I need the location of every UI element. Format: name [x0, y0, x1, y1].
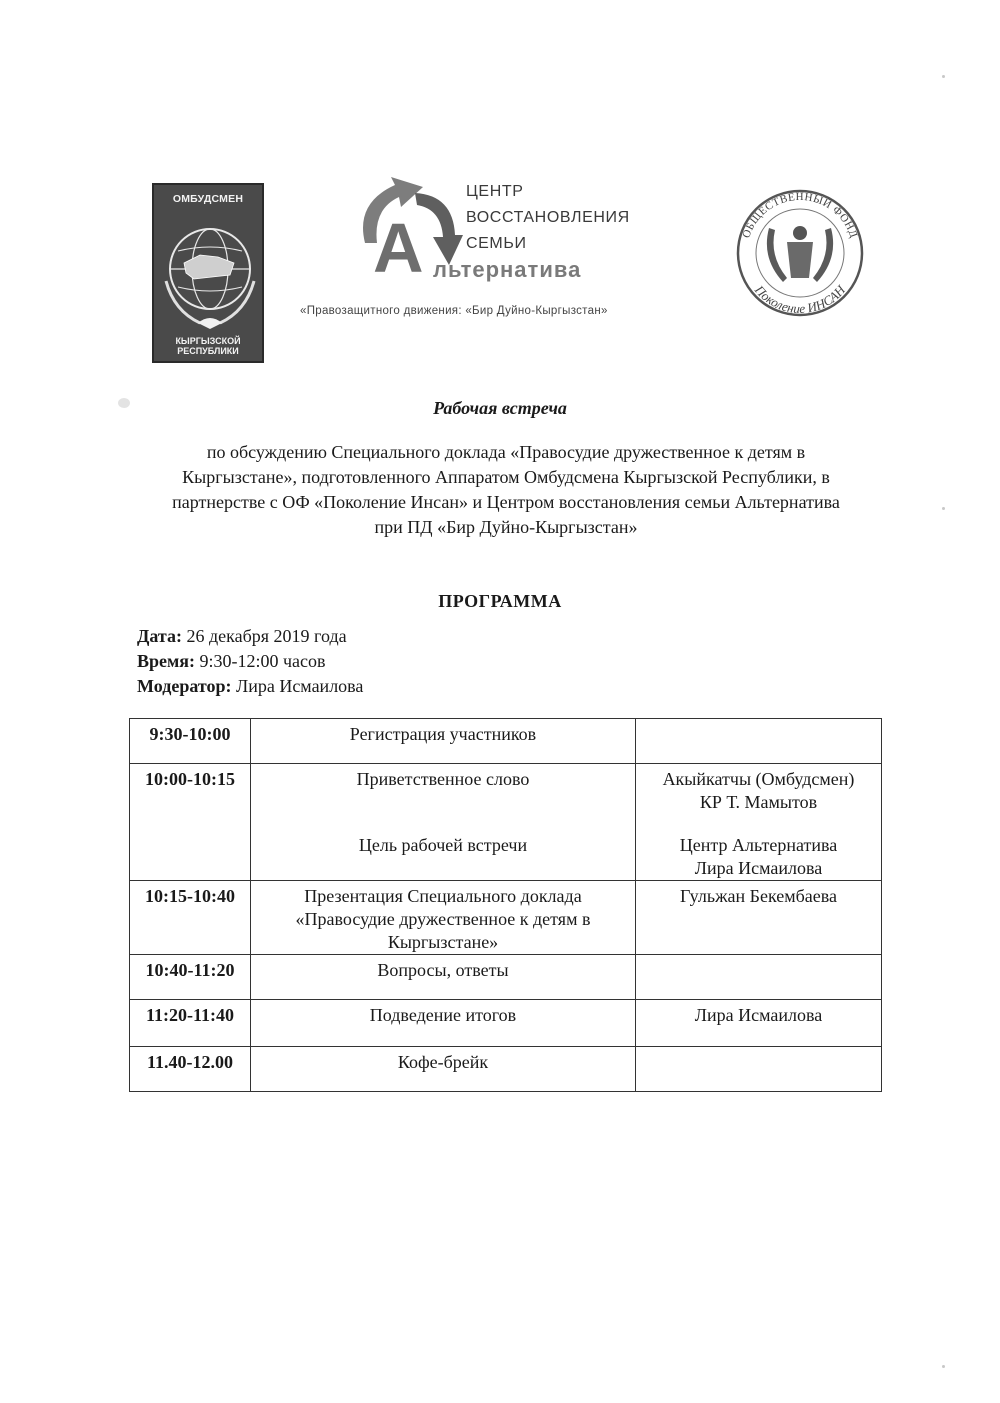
row-activity: Регистрация участников	[251, 719, 636, 764]
svg-text:Поколение ИНСАН	[751, 282, 848, 317]
intro-line: партнерстве с ОФ «Поколение Инсан» и Центром восстановления семьи Альтернатива	[172, 492, 840, 512]
row-speaker	[636, 719, 882, 764]
program-heading: ПРОГРАММА	[438, 591, 562, 611]
insan-foundation-logo	[735, 178, 865, 328]
table-row	[130, 1047, 882, 1092]
document-intro	[130, 440, 882, 540]
row-time: 11.40-12.00	[130, 1047, 251, 1092]
center-logo-line1: ЦЕНТР	[466, 183, 524, 200]
center-logo-line3: СЕМЬИ	[466, 235, 527, 252]
intro-line: Кыргызстане», подготовленного Аппаратом Омбудсмена Кыргызской Республики, в	[182, 467, 830, 487]
program-schedule-table	[129, 718, 882, 1092]
insan-ring-bottom-text: Поколение ИНСАН	[751, 282, 849, 317]
date-label: Дата:	[137, 626, 182, 646]
speaker-line: Акыйкатчы (Омбудсмен)	[662, 769, 855, 789]
activity-line: Цель рабочей встречи	[358, 835, 528, 855]
ombudsman-logo-top-text: ОМБУДСМЕН	[172, 193, 244, 205]
row-time: 10:00-10:15	[130, 764, 251, 881]
table-row	[130, 955, 882, 1000]
insan-emblem-icon	[735, 178, 865, 328]
insan-ring-top-text: ОБЩЕСТВЕННЫЙ ФОНД	[740, 190, 860, 240]
document-title: Рабочая встреча	[433, 398, 567, 418]
meta-date	[137, 626, 347, 647]
ombudsman-logo-bottom-text	[154, 336, 262, 356]
row-activity	[251, 881, 636, 955]
activity-line: Презентация Специального доклада	[304, 886, 582, 906]
activity-line: Кыргызстане»	[387, 932, 499, 952]
activity-line: Приветственное слово	[356, 769, 530, 789]
speaker-line: Лира Исмаилова	[694, 858, 823, 878]
center-logo-caption: «Правозащитного движения: «Бир Дуйно-Кыргызстан»	[300, 305, 608, 317]
intro-line: по обсуждению Специального доклада «Правосудие дружественное к детям в	[206, 442, 806, 462]
center-logo-line2: ВОССТАНОВЛЕНИЯ	[466, 209, 630, 226]
row-activity: Кофе-брейк	[251, 1047, 636, 1092]
row-speaker	[636, 955, 882, 1000]
row-time: 10:15-10:40	[130, 881, 251, 955]
speaker-line: Центр Альтернатива	[679, 835, 838, 855]
row-speaker	[636, 764, 882, 881]
alternativa-big-letter: А	[373, 209, 424, 287]
table-row	[130, 719, 882, 764]
meta-time	[137, 651, 326, 672]
row-activity	[251, 764, 636, 881]
ombudsman-logo-line1: КЫРГЫЗСКОЙ	[175, 336, 241, 346]
row-time: 10:40-11:20	[130, 955, 251, 1000]
scan-speck	[942, 507, 945, 510]
moderator-label: Модератор:	[137, 676, 232, 696]
speaker-line: КР Т. Мамытов	[699, 792, 818, 812]
activity-line: «Правосудие дружественное к детям в	[295, 909, 591, 929]
row-time: 9:30-10:00	[130, 719, 251, 764]
table-row	[130, 764, 882, 881]
row-activity: Вопросы, ответы	[251, 955, 636, 1000]
date-value: 26 декабря 2019 года	[181, 626, 347, 646]
alternativa-center-logo	[345, 173, 665, 293]
time-label: Время:	[137, 651, 195, 671]
row-speaker: Лира Исмаилова	[636, 1000, 882, 1047]
scan-speck	[942, 1365, 945, 1368]
ombudsman-logo-line2: РЕСПУБЛИКИ	[177, 346, 239, 356]
moderator-value: Лира Исмаилова	[231, 676, 364, 696]
time-value: 9:30-12:00 часов	[195, 651, 326, 671]
row-time: 11:20-11:40	[130, 1000, 251, 1047]
intro-line: при ПД «Бир Дуйно-Кыргызстан»	[374, 517, 638, 537]
scan-speck	[942, 75, 945, 78]
scan-speck	[118, 398, 130, 408]
row-activity: Подведение итогов	[251, 1000, 636, 1047]
ombudsman-logo	[152, 183, 264, 363]
table-row	[130, 881, 882, 955]
row-speaker: Гульжан Бекембаева	[636, 881, 882, 955]
table-row	[130, 1000, 882, 1047]
meta-moderator	[137, 676, 363, 697]
globe-emblem-icon	[160, 211, 260, 335]
row-speaker	[636, 1047, 882, 1092]
alternativa-name: льтернатива	[433, 257, 582, 282]
